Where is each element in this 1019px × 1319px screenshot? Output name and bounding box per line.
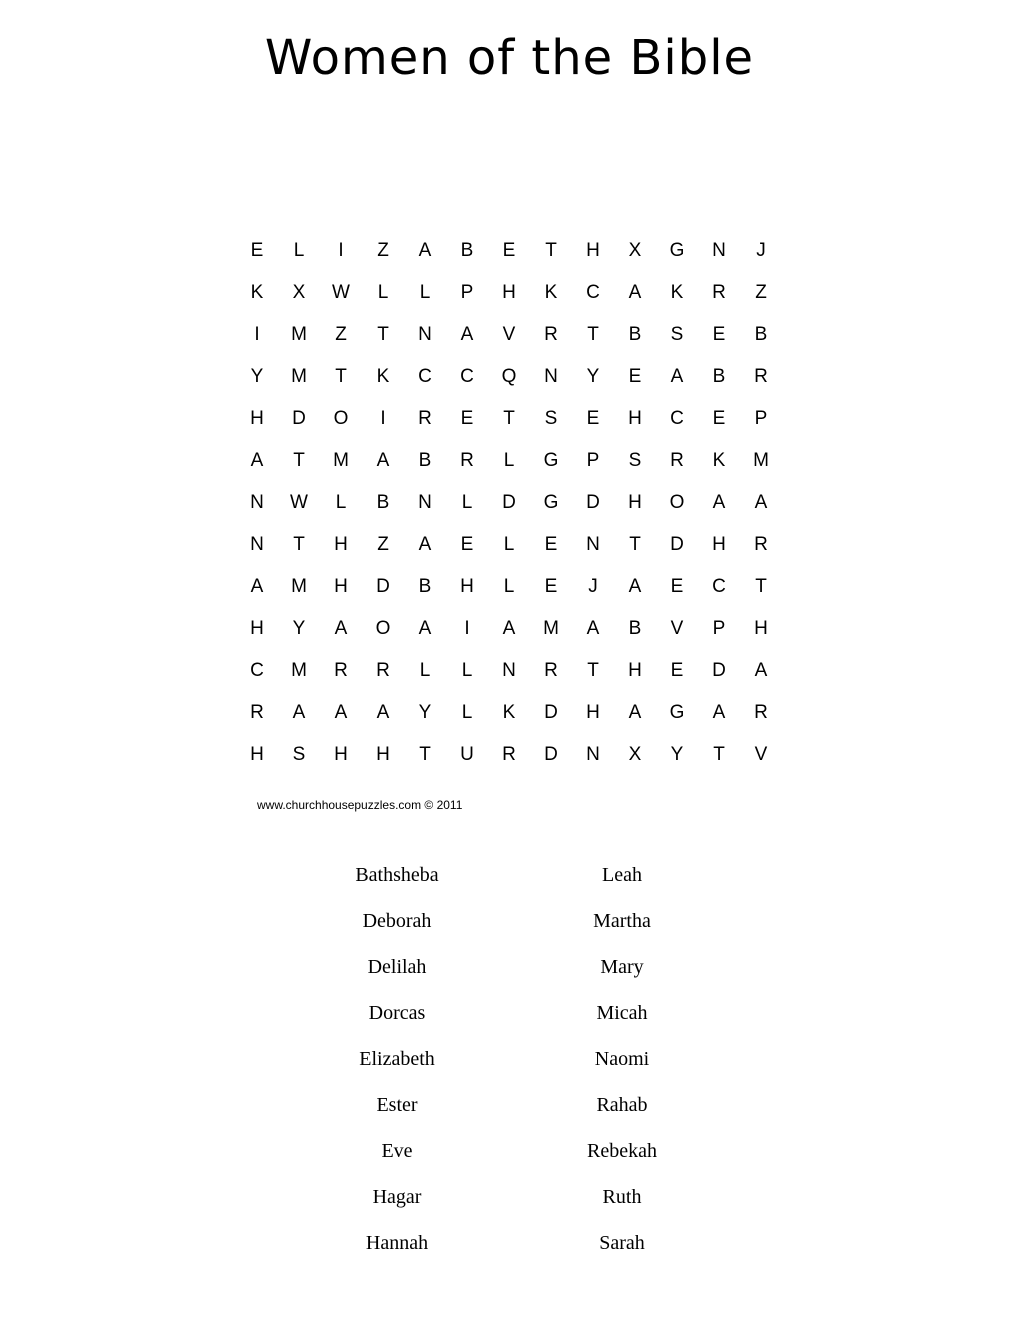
word-list-item: Ester	[376, 1094, 418, 1116]
grid-letter: T	[713, 744, 725, 765]
grid-letter: P	[460, 282, 474, 303]
grid-letter: N	[586, 534, 600, 555]
word-list-item: Ruth	[602, 1186, 642, 1208]
grid-letter: T	[587, 660, 599, 681]
grid-letter: T	[587, 324, 599, 345]
grid-letter: H	[628, 492, 642, 513]
grid-letter: T	[293, 450, 305, 471]
grid-letter: H	[250, 408, 264, 429]
grid-letter: M	[333, 450, 349, 471]
grid-letter: P	[586, 450, 600, 471]
grid-letter: D	[586, 492, 600, 513]
grid-letter: E	[586, 408, 600, 429]
grid-letter: V	[754, 744, 768, 765]
grid-letter: Z	[377, 534, 389, 555]
grid-letter: R	[418, 408, 432, 429]
grid-letter: T	[755, 576, 767, 597]
grid-letter: L	[503, 534, 515, 555]
grid-letter: R	[376, 660, 390, 681]
grid-letter: O	[375, 618, 391, 639]
grid-letter: R	[712, 282, 726, 303]
grid-letter: Y	[250, 366, 264, 387]
grid-letter: H	[586, 702, 600, 723]
word-list-item: Bathsheba	[355, 864, 439, 886]
grid-letter: B	[418, 450, 432, 471]
grid-letter: T	[419, 744, 431, 765]
grid-letter: T	[503, 408, 515, 429]
grid-letter: K	[670, 282, 684, 303]
grid-letter: B	[628, 324, 642, 345]
grid-letter: A	[292, 702, 306, 723]
grid-letter: H	[628, 408, 642, 429]
grid-letter: H	[502, 282, 516, 303]
grid-letter: R	[502, 744, 516, 765]
grid-letter: H	[712, 534, 726, 555]
grid-letter: T	[377, 324, 389, 345]
grid-letter: S	[628, 450, 642, 471]
grid-letter: V	[502, 324, 516, 345]
grid-letter: H	[334, 576, 348, 597]
grid-letter: L	[335, 492, 347, 513]
grid-letter: Z	[755, 282, 767, 303]
grid-letter: A	[250, 576, 264, 597]
grid-letter: G	[543, 492, 559, 513]
grid-letter: J	[756, 240, 766, 261]
grid-letter: N	[586, 744, 600, 765]
grid-letter: Y	[418, 702, 432, 723]
grid-row	[236, 608, 782, 650]
grid-letter: A	[334, 618, 348, 639]
grid-letter: R	[754, 534, 768, 555]
grid-letter: T	[293, 534, 305, 555]
word-list-item: Hannah	[365, 1232, 429, 1254]
grid-letter: K	[376, 366, 390, 387]
grid-letter: L	[461, 660, 473, 681]
grid-letter: L	[419, 660, 431, 681]
grid-letter: D	[670, 534, 684, 555]
grid-letter: D	[544, 702, 558, 723]
grid-letter: L	[461, 492, 473, 513]
grid-row	[236, 650, 782, 692]
grid-letter: R	[544, 660, 558, 681]
grid-letter: B	[754, 324, 768, 345]
grid-letter: N	[544, 366, 558, 387]
grid-letter: H	[250, 618, 264, 639]
grid-letter: K	[502, 702, 516, 723]
grid-letter: T	[629, 534, 641, 555]
grid-letter: X	[292, 282, 306, 303]
grid-letter: E	[460, 534, 474, 555]
word-list-item: Rahab	[596, 1094, 648, 1116]
grid-row	[236, 398, 782, 440]
grid-letter: L	[293, 240, 305, 261]
grid-letter: H	[250, 744, 264, 765]
grid-letter: A	[460, 324, 474, 345]
grid-letter: M	[291, 324, 307, 345]
word-list-left	[297, 852, 497, 1266]
word-list-item: Micah	[596, 1002, 648, 1024]
grid-letter: T	[545, 240, 557, 261]
grid-row	[236, 230, 782, 272]
grid-letter: I	[464, 618, 470, 639]
word-list-item: Elizabeth	[359, 1048, 435, 1070]
grid-letter: A	[586, 618, 600, 639]
grid-letter: C	[586, 282, 600, 303]
grid-letter: M	[753, 450, 769, 471]
grid-letter: E	[628, 366, 642, 387]
word-list-item: Sarah	[599, 1232, 645, 1254]
grid-letter: I	[254, 324, 260, 345]
grid-letter: A	[334, 702, 348, 723]
word-list-item: Deborah	[362, 910, 432, 932]
grid-row	[236, 566, 782, 608]
grid-letter: Y	[292, 618, 306, 639]
grid-letter: P	[712, 618, 726, 639]
grid-letter: X	[628, 744, 642, 765]
grid-letter: R	[544, 324, 558, 345]
grid-letter: L	[377, 282, 389, 303]
grid-letter: D	[292, 408, 306, 429]
grid-letter: H	[334, 744, 348, 765]
grid-letter: E	[670, 660, 684, 681]
grid-letter: I	[338, 240, 344, 261]
grid-letter: S	[544, 408, 558, 429]
grid-letter: A	[628, 576, 642, 597]
grid-letter: N	[250, 492, 264, 513]
grid-letter: G	[669, 240, 685, 261]
word-list-item: Mary	[600, 956, 644, 978]
grid-letter: A	[376, 702, 390, 723]
grid-row	[236, 692, 782, 734]
grid-letter: P	[754, 408, 768, 429]
grid-letter: B	[460, 240, 474, 261]
grid-letter: H	[754, 618, 768, 639]
grid-letter: E	[670, 576, 684, 597]
grid-letter: I	[380, 408, 386, 429]
grid-letter: A	[628, 282, 642, 303]
grid-letter: B	[712, 366, 726, 387]
grid-letter: R	[334, 660, 348, 681]
grid-letter: A	[418, 618, 432, 639]
grid-letter: B	[418, 576, 432, 597]
grid-letter: C	[460, 366, 474, 387]
grid-letter: N	[502, 660, 516, 681]
grid-letter: Y	[586, 366, 600, 387]
word-list-item: Eve	[381, 1140, 413, 1162]
grid-letter: A	[502, 618, 516, 639]
grid-letter: N	[712, 240, 726, 261]
grid-letter: A	[670, 366, 684, 387]
grid-row	[236, 440, 782, 482]
grid-row	[236, 272, 782, 314]
grid-letter: L	[419, 282, 431, 303]
grid-letter: C	[418, 366, 432, 387]
grid-letter: H	[586, 240, 600, 261]
word-list-item: Martha	[593, 910, 651, 932]
word-list-item: Leah	[602, 864, 642, 886]
grid-row	[236, 356, 782, 398]
grid-letter: O	[669, 492, 685, 513]
word-list-item: Rebekah	[587, 1140, 657, 1162]
grid-letter: B	[376, 492, 390, 513]
grid-letter: E	[712, 324, 726, 345]
grid-letter: H	[628, 660, 642, 681]
grid-letter: Z	[335, 324, 347, 345]
copyright-text: www.churchhousepuzzles.com © 2011	[257, 798, 463, 812]
grid-letter: H	[334, 534, 348, 555]
letter-grid	[236, 230, 782, 776]
grid-letter: D	[712, 660, 726, 681]
grid-letter: D	[502, 492, 516, 513]
grid-letter: N	[418, 492, 432, 513]
grid-letter: S	[292, 744, 306, 765]
grid-letter: X	[628, 240, 642, 261]
grid-row	[236, 524, 782, 566]
grid-letter: R	[460, 450, 474, 471]
grid-letter: R	[250, 702, 264, 723]
grid-letter: C	[712, 576, 726, 597]
grid-letter: Y	[670, 744, 684, 765]
grid-letter: E	[460, 408, 474, 429]
grid-letter: R	[670, 450, 684, 471]
grid-row	[236, 314, 782, 356]
grid-letter: K	[544, 282, 558, 303]
grid-letter: V	[670, 618, 684, 639]
grid-letter: E	[544, 534, 558, 555]
grid-letter: R	[754, 702, 768, 723]
grid-letter: A	[418, 534, 432, 555]
grid-letter: A	[628, 702, 642, 723]
grid-letter: Z	[377, 240, 389, 261]
grid-letter: G	[543, 450, 559, 471]
grid-letter: D	[544, 744, 558, 765]
grid-letter: B	[628, 618, 642, 639]
grid-letter: U	[460, 744, 474, 765]
grid-letter: Q	[501, 366, 517, 387]
grid-letter: A	[754, 660, 768, 681]
grid-letter: M	[291, 660, 307, 681]
grid-letter: C	[670, 408, 684, 429]
grid-letter: M	[291, 576, 307, 597]
grid-row	[236, 482, 782, 524]
word-list-item: Naomi	[594, 1048, 650, 1070]
grid-letter: E	[502, 240, 516, 261]
grid-letter: W	[332, 282, 350, 303]
grid-letter: C	[250, 660, 264, 681]
grid-letter: S	[670, 324, 684, 345]
grid-row	[236, 734, 782, 776]
word-list-right	[522, 852, 722, 1266]
word-list-item: Dorcas	[368, 1002, 426, 1024]
grid-letter: A	[376, 450, 390, 471]
grid-letter: E	[544, 576, 558, 597]
grid-letter: L	[461, 702, 473, 723]
grid-letter: K	[250, 282, 264, 303]
grid-letter: M	[543, 618, 559, 639]
grid-letter: A	[712, 702, 726, 723]
grid-letter: N	[418, 324, 432, 345]
page-title: Women of the Bible	[264, 30, 755, 86]
grid-letter: J	[588, 576, 598, 597]
grid-letter: D	[376, 576, 390, 597]
word-list-item: Hagar	[372, 1186, 422, 1208]
grid-letter: H	[460, 576, 474, 597]
grid-letter: L	[503, 576, 515, 597]
grid-letter: L	[503, 450, 515, 471]
grid-letter: M	[291, 366, 307, 387]
grid-letter: R	[754, 366, 768, 387]
grid-letter: A	[754, 492, 768, 513]
grid-letter: E	[250, 240, 264, 261]
grid-letter: A	[712, 492, 726, 513]
grid-letter: O	[333, 408, 349, 429]
grid-letter: A	[418, 240, 432, 261]
grid-letter: A	[250, 450, 264, 471]
grid-letter: T	[335, 366, 347, 387]
grid-letter: N	[250, 534, 264, 555]
grid-letter: K	[712, 450, 726, 471]
grid-letter: W	[290, 492, 308, 513]
grid-letter: G	[669, 702, 685, 723]
grid-letter: H	[376, 744, 390, 765]
word-list-item: Delilah	[367, 956, 427, 978]
grid-letter: E	[712, 408, 726, 429]
